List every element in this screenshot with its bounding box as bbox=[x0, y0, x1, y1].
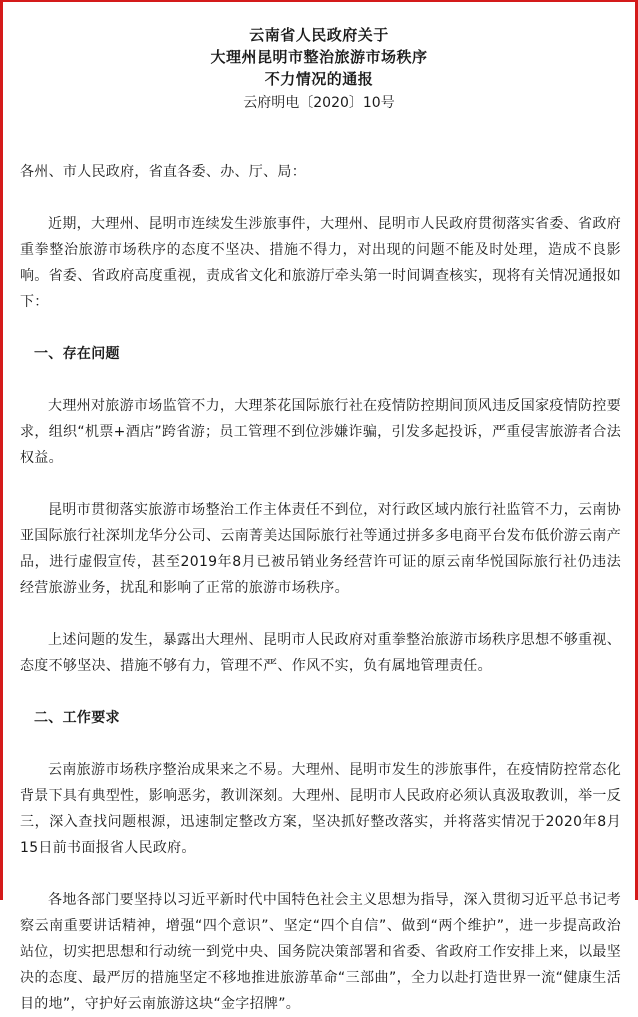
document-header bbox=[3, 2, 635, 115]
section-1-heading: 一、存在问题 bbox=[34, 346, 120, 362]
title-line-3: 不力情况的通报 bbox=[264, 70, 374, 88]
document-number: 云府明电〔2020〕10号 bbox=[243, 95, 395, 111]
section-2-paragraph-2: 各地各部门要坚持以习近平新时代中国特色社会主义思想为指导，深入贯彻习近平总书记考察云南重要讲话精神，增强“四个意识”、坚定“四个自信”、做到“两个维护”，进一步提高政治站位，切实把思想和行动统一到党中央、国务院决策部署和省委、省政府工作安排上来，以最坚决的态度、最严厉的措施坚定不移地推进旅游革命“三部曲”，全力以赴打造世界一流“健康生活目的地”，守护好云南旅游这块“金字招牌”。 bbox=[20, 892, 621, 1012]
document-body bbox=[3, 159, 635, 1017]
salutation: 各州、市人民政府，省直各委、办、厅、局： bbox=[20, 164, 306, 180]
title-line-1: 云南省人民政府关于 bbox=[249, 26, 389, 44]
section-1-paragraph-2: 昆明市贯彻落实旅游市场整治工作主体责任不到位，对行政区域内旅行社监管不力，云南协亚国际旅行社深圳龙华分公司、云南菁美达国际旅行社等通过拼多多电商平台发布低价游云南产品，进行虚假宣传，甚至2019年8月已被吊销业务经营许可证的原云南华悦国际旅行社仍违法经营旅游业务，扰乱和影响了正常的旅游市场秩序。 bbox=[20, 502, 621, 596]
title-line-2: 大理州昆明市整治旅游市场秩序 bbox=[210, 48, 428, 66]
intro-paragraph: 近期，大理州、昆明市连续发生涉旅事件，大理州、昆明市人民政府贯彻落实省委、省政府重拳整治旅游市场秩序的态度不坚决、措施不得力，对出现的问题不能及时处理，造成不良影响。省委、省政府高度重视，责成省文化和旅游厅牵头第一时间调查核实，现将有关情况通报如下： bbox=[20, 216, 621, 310]
section-2-heading: 二、工作要求 bbox=[34, 710, 120, 726]
section-1-paragraph-1: 大理州对旅游市场监管不力，大理茶花国际旅行社在疫情防控期间顶风违反国家疫情防控要求，组织“机票+酒店”跨省游；员工管理不到位涉嫌诈骗，引发多起投诉，严重侵害旅游者合法权益。 bbox=[20, 398, 621, 466]
section-1-paragraph-3: 上述问题的发生，暴露出大理州、昆明市人民政府对重拳整治旅游市场秩序思想不够重视、态度不够坚决、措施不够有力，管理不严、作风不实，负有属地管理责任。 bbox=[20, 632, 621, 674]
section-2-paragraph-1: 云南旅游市场秩序整治成果来之不易。大理州、昆明市发生的涉旅事件，在疫情防控常态化背景下具有典型性，影响恶劣，教训深刻。大理州、昆明市人民政府必须认真汲取教训，举一反三，深入查找问题根源，迅速制定整改方案，坚决抓好整改落实，并将落实情况于2020年8月15日前书面报省人民政府。 bbox=[20, 762, 621, 856]
